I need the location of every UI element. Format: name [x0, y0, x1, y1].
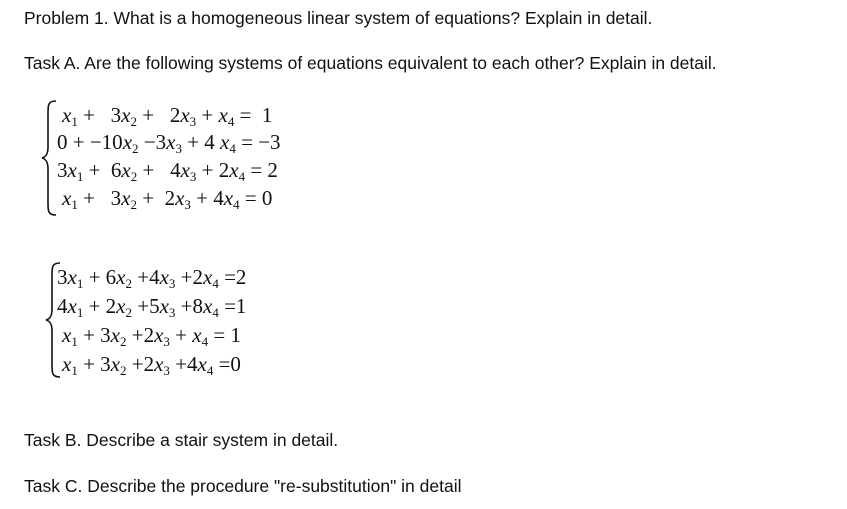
- equation-variable: x: [203, 294, 213, 318]
- equation-variable: x: [166, 130, 176, 154]
- equation-variable: x: [203, 265, 213, 289]
- variable-subscript: 2: [125, 276, 132, 291]
- variable-subscript: 3: [163, 334, 170, 349]
- equation-variable: x: [121, 103, 131, 127]
- task-c-text: Task C. Describe the procedure "re-substitution" in detail: [24, 476, 462, 496]
- left-brace-icon: [40, 99, 58, 217]
- variable-subscript: 1: [71, 363, 78, 378]
- equation-variable: x: [154, 323, 164, 347]
- equation-system-2: [44, 261, 374, 381]
- problem-1-text: Problem 1. What is a homogeneous linear system of equations? Explain in detail.: [24, 8, 653, 28]
- variable-subscript: 2: [120, 334, 127, 349]
- equation-variable: x: [159, 265, 169, 289]
- equation-variable: x: [180, 158, 190, 182]
- equation-variable: x: [192, 323, 202, 347]
- equation-variable: x: [122, 130, 133, 154]
- equation-variable: x: [116, 265, 126, 289]
- system-2-equation-2: [57, 294, 246, 318]
- equation-text: +2: [126, 352, 155, 376]
- equation-variable: x: [218, 103, 228, 127]
- variable-subscript: 3: [184, 197, 191, 212]
- equation-variable: x: [116, 294, 126, 318]
- equation-text: + 3: [77, 323, 111, 347]
- variable-subscript: 1: [76, 276, 84, 291]
- variable-subscript: 4: [212, 305, 219, 320]
- equation-text: + 4: [137, 158, 181, 182]
- equation-text: + 3: [77, 186, 122, 210]
- variable-subscript: 3: [175, 141, 182, 156]
- equation-variable: x: [67, 294, 77, 318]
- variable-subscript: 1: [76, 305, 84, 320]
- system-1-equation-3: [57, 158, 278, 182]
- variable-subscript: 4: [238, 169, 246, 184]
- equation-text: = 2: [245, 158, 278, 182]
- equation-variable: x: [229, 158, 239, 182]
- equation-text: +2: [126, 323, 155, 347]
- variable-subscript: 2: [130, 169, 138, 184]
- equation-variable: x: [62, 323, 72, 347]
- variable-subscript: 2: [130, 114, 137, 129]
- variable-subscript: 1: [71, 197, 78, 212]
- equation-text: = 0: [239, 186, 273, 210]
- equation-text: + 2: [137, 103, 181, 127]
- equation-variable: x: [180, 103, 190, 127]
- equation-text: =1: [218, 294, 247, 318]
- equation-variable: x: [223, 186, 234, 210]
- equation-text: = −3: [235, 130, 281, 154]
- variable-subscript: 1: [76, 169, 84, 184]
- equation-text: =0: [213, 352, 241, 376]
- equation-text: + 2: [137, 186, 176, 210]
- equation-variable: x: [175, 186, 185, 210]
- equation-text: 3: [57, 265, 68, 289]
- equation-variable: x: [121, 158, 131, 182]
- equation-text: +4: [169, 352, 198, 376]
- system-2-equation-1: [57, 265, 246, 289]
- equation-text: +2: [175, 265, 204, 289]
- variable-subscript: 4: [206, 363, 214, 378]
- equation-text: +8: [175, 294, 204, 318]
- equation-variable: x: [197, 352, 207, 376]
- equation-text: + 4: [181, 130, 221, 154]
- equation-variable: x: [121, 186, 131, 210]
- system-1-equation-2: [57, 130, 281, 154]
- variable-subscript: 4: [229, 141, 236, 156]
- equation-text: +4: [132, 265, 160, 289]
- equation-system-1: [40, 99, 420, 219]
- equation-variable: x: [62, 186, 72, 210]
- equation-text: = 1: [208, 323, 241, 347]
- variable-subscript: 3: [168, 305, 176, 320]
- variable-subscript: 3: [189, 169, 197, 184]
- equation-text: + 2: [196, 158, 230, 182]
- variable-subscript: 3: [189, 114, 197, 129]
- variable-subscript: 2: [125, 305, 132, 320]
- variable-subscript: 3: [168, 276, 176, 291]
- equation-text: =2: [218, 265, 247, 289]
- equation-variable: x: [220, 130, 230, 154]
- equation-variable: x: [62, 352, 72, 376]
- system-1-equation-4: [62, 186, 272, 210]
- equation-variable: x: [159, 294, 169, 318]
- system-2-equation-4: [62, 352, 241, 376]
- variable-subscript: 3: [163, 363, 170, 378]
- variable-subscript: 4: [201, 334, 209, 349]
- task-b-text: Task B. Describe a stair system in detail.: [24, 430, 339, 450]
- equation-text: 3: [57, 158, 68, 182]
- system-1-equation-1: [62, 103, 272, 127]
- equation-text: + 4: [190, 186, 224, 210]
- equation-variable: x: [67, 158, 77, 182]
- system-2-equation-3: [62, 323, 241, 347]
- equation-text: + 6: [83, 265, 117, 289]
- variable-subscript: 4: [212, 276, 219, 291]
- equation-text: + 6: [83, 158, 122, 182]
- equation-text: +: [169, 323, 193, 347]
- variable-subscript: 1: [71, 334, 78, 349]
- equation-text: 4: [57, 294, 68, 318]
- equation-variable: x: [67, 265, 77, 289]
- equation-text: 0 + −10: [57, 130, 123, 154]
- equation-variable: x: [110, 352, 120, 376]
- variable-subscript: 2: [120, 363, 127, 378]
- variable-subscript: 4: [227, 114, 235, 129]
- equation-variable: x: [110, 323, 120, 347]
- equation-text: + 3: [77, 352, 111, 376]
- equation-text: + 2: [83, 294, 117, 318]
- variable-subscript: 2: [132, 141, 139, 156]
- task-a-text: Task A. Are the following systems of equations equivalent to each other? Explain in detail.: [24, 53, 717, 73]
- equation-text: −3: [138, 130, 167, 154]
- variable-subscript: 2: [130, 197, 137, 212]
- equation-text: = 1: [234, 103, 273, 127]
- equation-variable: x: [62, 103, 72, 127]
- equation-text: +5: [132, 294, 160, 318]
- variable-subscript: 4: [233, 197, 240, 212]
- equation-variable: x: [154, 352, 164, 376]
- equation-text: + 3: [77, 103, 122, 127]
- variable-subscript: 1: [71, 114, 78, 129]
- equation-text: +: [196, 103, 219, 127]
